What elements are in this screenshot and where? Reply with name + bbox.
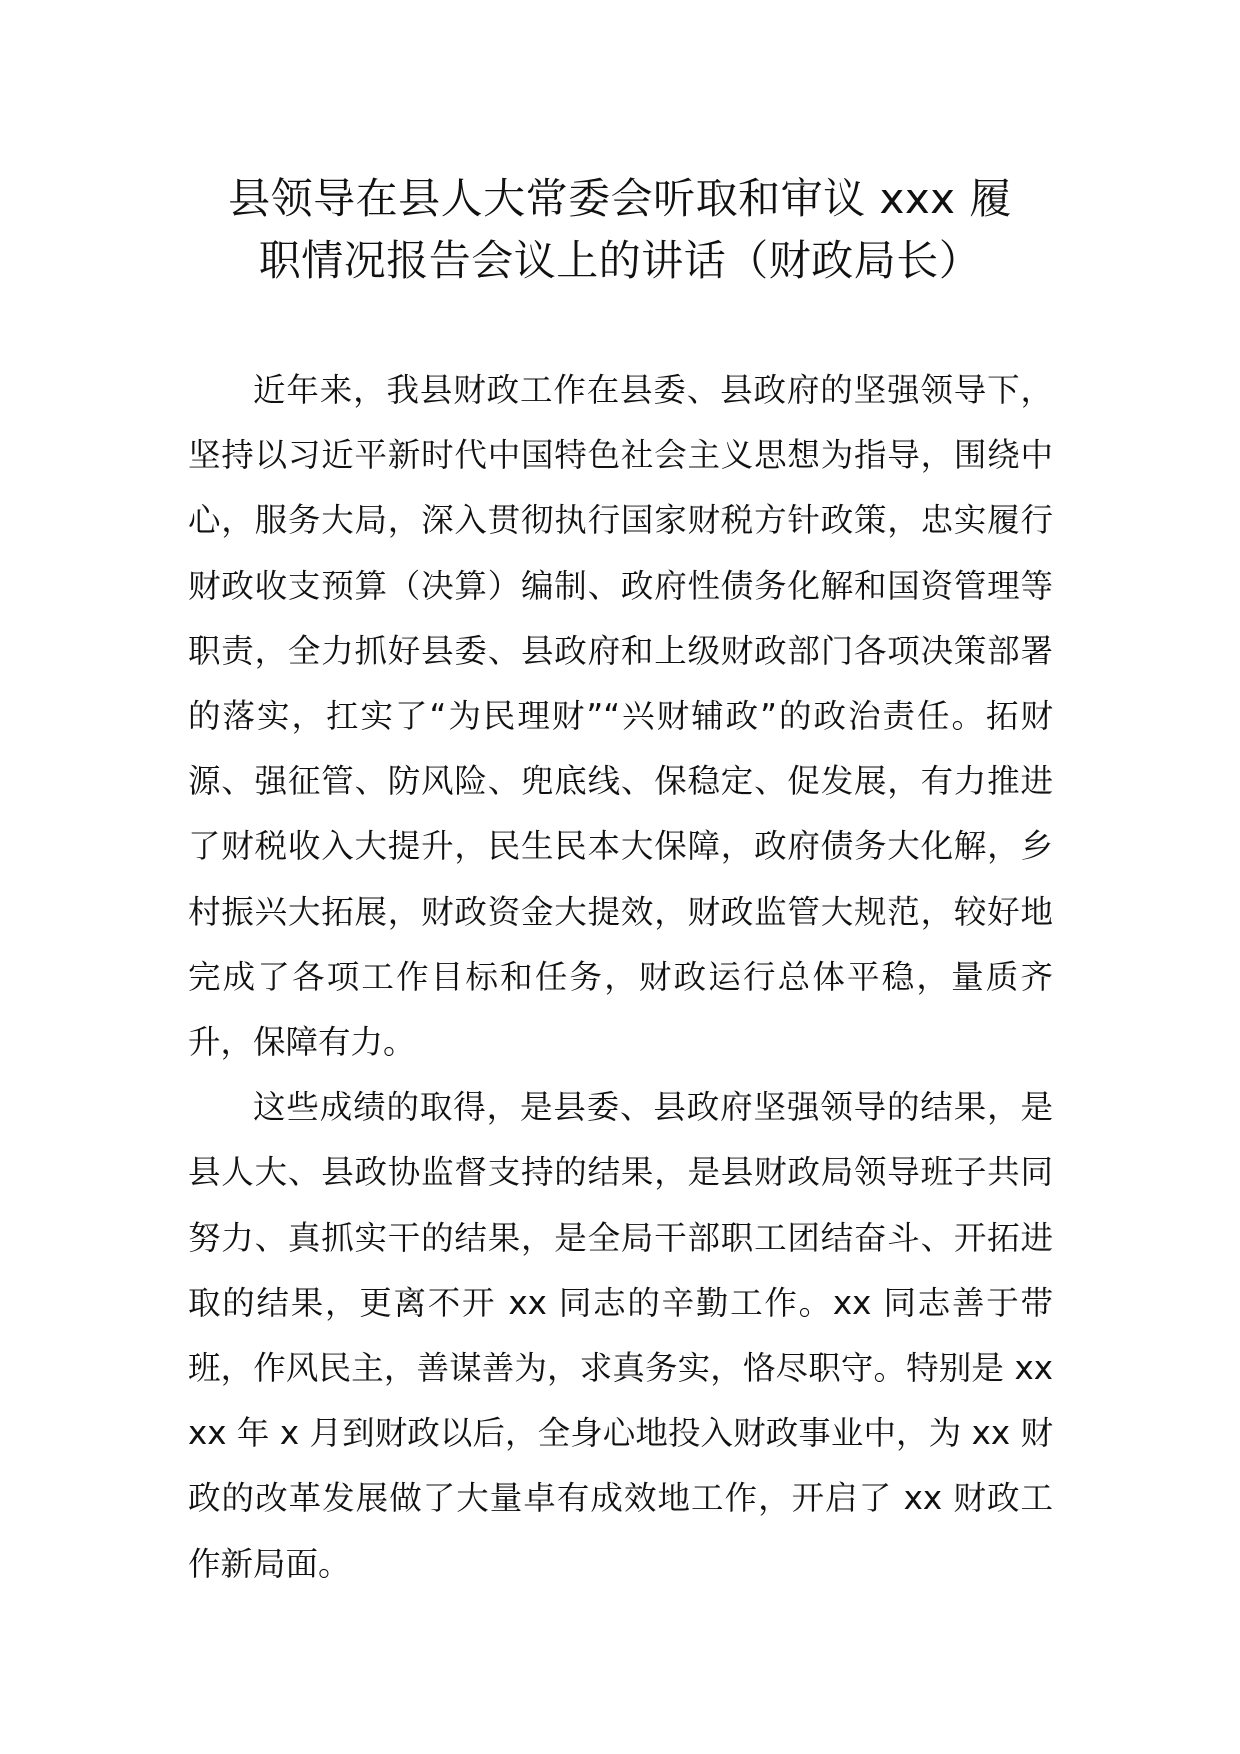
title-line-2: 职情况报告会议上的讲话（财政局长） xyxy=(258,236,982,285)
document-title xyxy=(180,168,1060,292)
title-line-1: 县领导在县人大常委会听取和审议 xxx 履 xyxy=(228,174,1012,223)
document-body xyxy=(188,358,1053,1597)
paragraph-1: 近年来，我县财政工作在县委、县政府的坚强领导下，坚持以习近平新时代中国特色社会主义思想为指导，围绕中心，服务大局，深入贯彻执行国家财税方针政策，忠实履行财政收支预算（决算）编制、政府性债务化解和国资管理等职责，全力抓好县委、县政府和上级财政部门各项决策部署的落实，扛实了“为民理财”“兴财辅政”的政治责任。拓财源、强征管、防风险、兜底线、保稳定、促发展，有力推进了财税收入大提升，民生民本大保障，政府债务大化解，乡村振兴大拓展，财政资金大提效，财政监管大规范，较好地完成了各项工作目标和任务，财政运行总体平稳，量质齐升，保障有力。 xyxy=(188,371,1053,1062)
paragraph-2: 这些成绩的取得，是县委、县政府坚强领导的结果，是县人大、县政协监督支持的结果，是县财政局领导班子共同努力、真抓实干的结果，是全局干部职工团结奋斗、开拓进取的结果，更离不开 xx 同志的辛勤工作。xx 同志善于带班，作风民主，善谋善为，求真务实，恪尽职守。特别是 xxxx 年 x 月到财政以后，全身心地投入财政事业中，为 xx 财政的改革发展做了大量卓有成效地工作，开启了 xx 财政工作新局面。 xyxy=(188,1088,1053,1583)
